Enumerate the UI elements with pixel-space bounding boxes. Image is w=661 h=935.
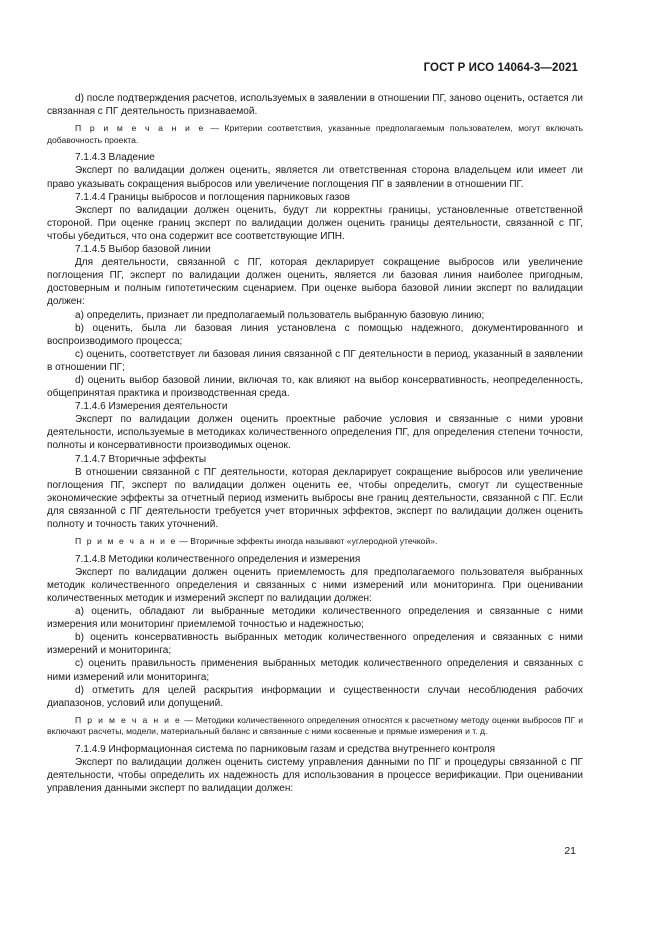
body-paragraph: d) оценить выбор базовой линии, включая то, как влияют на выбор консервативность, неопределенность, общепринятая практика и производственная среда. <box>47 374 583 400</box>
note-paragraph <box>47 536 583 548</box>
body-paragraph: c) оценить правильность применения выбранных методик количественного определения и связанных с ними измерений или мониторинга; <box>47 658 583 683</box>
body-paragraph: b) оценить, была ли базовая линия установлена с помощью надежного, документированного и воспроизводимого процесса; <box>47 322 583 347</box>
body-paragraph: a) оценить, обладают ли выбранные методики количественного определения и связанные с ними измерения или мониторинг приемлемой точностью и надежностью; <box>47 606 583 631</box>
body-paragraph: Для деятельности, связанной с ПГ, которая декларирует сокращение выбросов или увеличение поглощения ПГ, эксперт по валидации должен оценить, является ли базовая линия наиболее пригодным, достоверным и полным гипотетическим сценарием. При оценке выбора базовой линии эксперт по валидации должен: <box>47 257 583 308</box>
note-text: — Вторичные эффекты иногда называют «углеродной утечкой». <box>176 536 438 547</box>
section-heading: 7.1.4.5 Выбор базовой линии <box>75 244 211 256</box>
note-paragraph <box>47 715 583 738</box>
body-paragraph: Эксперт по валидации должен оценить систему управления данными по ПГ и процедуры связанной с ПГ деятельности, чтобы определить их надежность для использования в процессе верификации. При оценивании управления данными эксперт по валидации должен: <box>47 757 583 795</box>
page-content <box>47 92 583 795</box>
body-paragraph: Эксперт по валидации должен оценить, является ли ответственная сторона владельцем или имеет ли право указывать сокращения выбросов или увеличение поглощения ПГ в заявлении в отношении ПГ. <box>47 165 583 190</box>
body-paragraph: Эксперт по валидации должен оценить приемлемость для предполагаемого пользователя выбранных методик количественного определения и связанных с ними измерений или мониторинга. При оценивании количественных методик и измерений эксперт по валидации должен: <box>47 566 583 604</box>
body-paragraph: Эксперт по валидации должен оценить проектные рабочие условия и связанные с ними уровни деятельности, используемые в методиках количественного определения ПГ, для определения степени точности, полноты и консервативности производимых оценок. <box>47 414 583 452</box>
body-paragraph: d) отметить для целей раскрытия информации и существенности случаи несоблюдения рабочих диапазонов, условий или допущений. <box>47 684 583 709</box>
body-paragraph: b) оценить консервативность выбранных методик количественного определения и связанных с ними измерений и мониторинга; <box>47 632 583 657</box>
body-paragraph: c) оценить, соответствует ли базовая линия связанной с ПГ деятельности в период, указанный в заявлении в отношении ПГ; <box>47 348 583 373</box>
section-heading: 7.1.4.6 Измерения деятельности <box>75 401 228 413</box>
section-heading: 7.1.4.9 Информационная система по парниковым газам и средства внутреннего контроля <box>75 744 496 755</box>
section-heading: 7.1.4.8 Методики количественного определения и измерения <box>75 553 361 565</box>
section-heading: 7.1.4.4 Границы выбросов и поглощения парниковых газов <box>75 191 350 203</box>
page-number: 21 <box>564 845 576 857</box>
note-label: П р и м е ч а н и е <box>75 714 182 725</box>
body-paragraph: a) определить, признает ли предполагаемый пользователь выбранную базовую линию; <box>75 309 485 321</box>
note-text: — Методики количественного определения относятся к расчетному методу оценки выбросов ПГ и включают расчеты, модели, материальный баланс и связанные с ними косвенные и прямые измерения и т. д. <box>47 714 583 737</box>
body-paragraph: В отношении связанной с ПГ деятельности, которая декларирует сокращение выбросов или увеличение поглощения ПГ, эксперт по валидации должен оценить ее, чтобы определить, смогут ли существенные экономические эффекты за отчетный период изменить выбросы вне границ деятельности, связанной с ПГ. Если для связанной с ПГ деятельности требуется учет вторичных эффектов, эксперт по валидации должен оценить полноту и точность таких уточнений. <box>47 466 583 530</box>
section-heading: 7.1.4.3 Владение <box>75 152 155 164</box>
note-paragraph <box>47 123 583 146</box>
body-paragraph: Эксперт по валидации должен оценить, будут ли корректны границы, установленные ответственной стороной. При оценке границ эксперт по валидации должен оценить границы деятельности, связанной с ПГ, чтобы убедиться, что она содержит все соответствующие ИПН. <box>47 204 583 242</box>
note-label: П р и м е ч а н и е <box>75 123 205 134</box>
note-text: — Критерии соответствия, указанные предполагаемым пользователем, могут включать добавочность проекта. <box>47 123 583 145</box>
body-paragraph: d) после подтверждения расчетов, используемых в заявлении в отношении ПГ, заново оценить, остается ли связанная с ПГ деятельность признаваемой. <box>47 93 583 118</box>
note-label: П р и м е ч а н и е <box>75 536 177 547</box>
standard-header: ГОСТ Р ИСО 14064-3—2021 <box>423 62 578 74</box>
section-heading: 7.1.4.7 Вторичные эффекты <box>75 453 207 465</box>
